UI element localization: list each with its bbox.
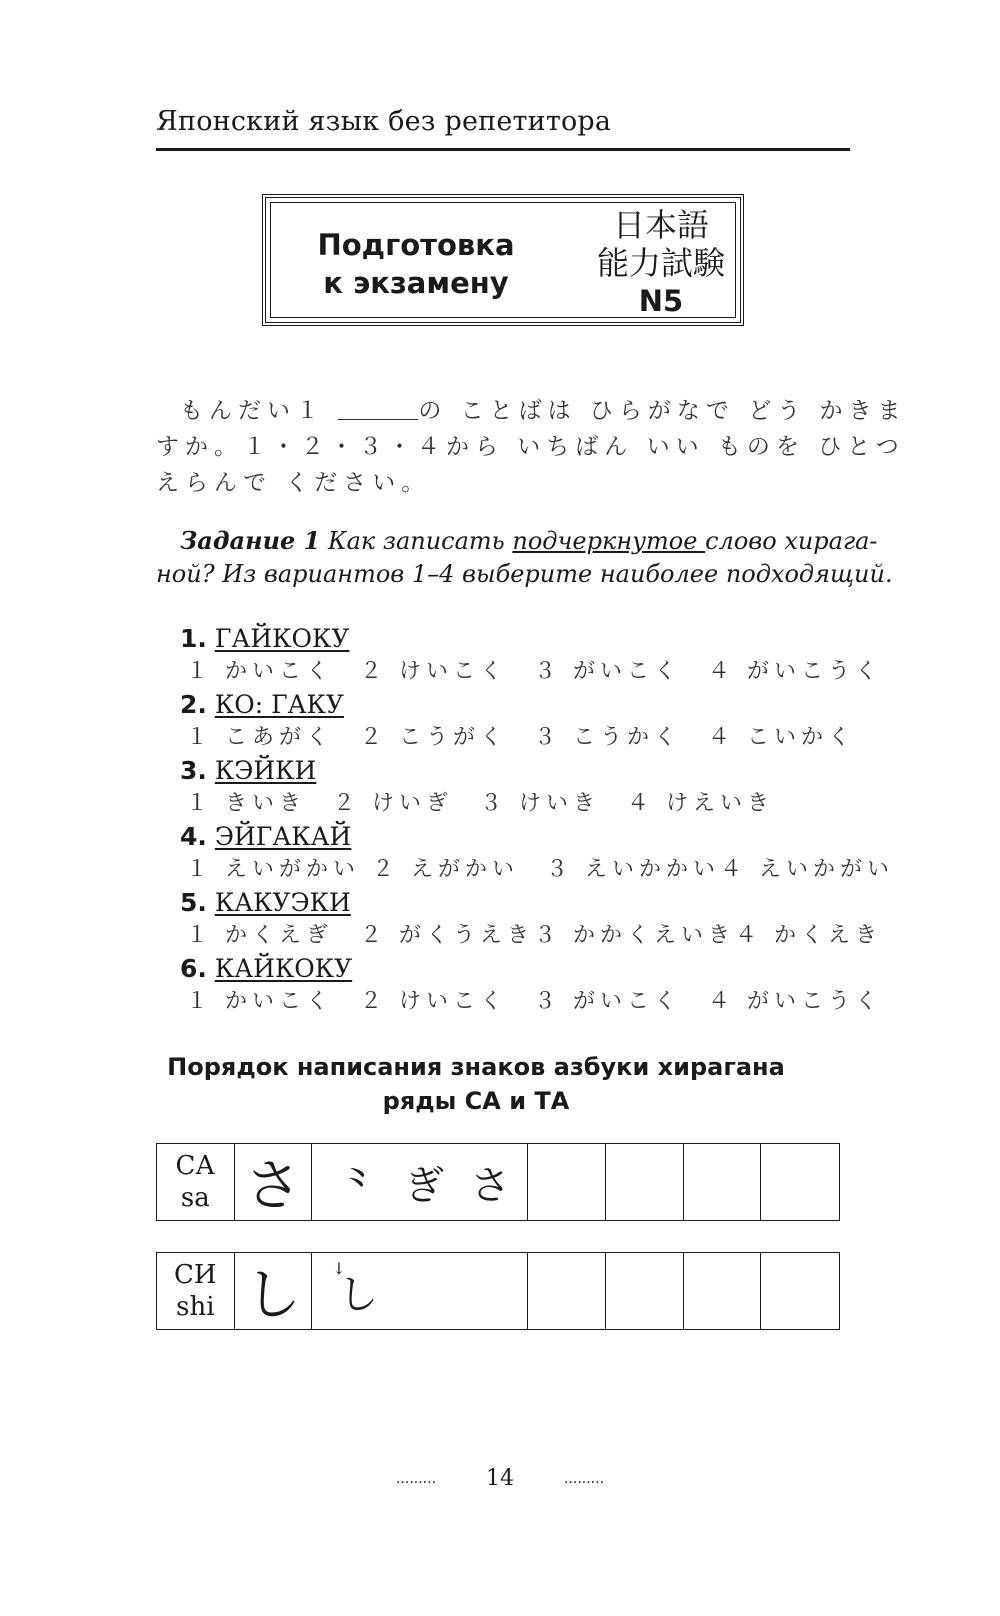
stroke-order-row-shi — [156, 1252, 840, 1330]
page-number: 14 — [486, 1466, 514, 1491]
section-title-line1: Порядок написания знаков азбуки хирагана — [167, 1053, 785, 1081]
item-number: 1. — [180, 624, 207, 653]
practice-cell[interactable] — [606, 1144, 684, 1220]
item-options: １ きいき ２ けいぎ ３ けいき ４ けえいき — [186, 791, 774, 816]
item-number: 5. — [180, 888, 207, 917]
mondai-line2: すか。１・２・３・４から いちばん いい ものを ひとつ — [156, 434, 905, 460]
task-text-a: Как записать — [320, 527, 513, 555]
item-word: КАКУЭКИ — [214, 888, 351, 917]
stroke-order-cell — [312, 1253, 528, 1329]
mondai-number: もんだい１ — [180, 398, 325, 424]
practice-cell[interactable] — [528, 1253, 606, 1329]
jlpt-label — [586, 206, 736, 320]
practice-cell[interactable] — [684, 1253, 762, 1329]
item-options: １ かいこく ２ けいこく ３ がいこく ４ がいこうく — [186, 989, 882, 1014]
kana-cyrillic: СА — [175, 1151, 216, 1181]
practice-cell[interactable] — [761, 1253, 839, 1329]
item-word: ЭЙГАКАЙ — [214, 822, 352, 851]
stroke-step — [332, 1258, 379, 1320]
section-title — [156, 1050, 796, 1118]
kana-character: さ — [244, 1154, 301, 1219]
exercise-item — [180, 952, 882, 1018]
item-options: １ かくえぎ ２ がくうえき３ かかくえいき４ かくえき — [186, 923, 882, 948]
page-footer — [0, 1466, 1000, 1491]
item-number: 3. — [180, 756, 207, 785]
kana-cyrillic: СИ — [174, 1260, 217, 1290]
jlpt-label-line2: 能力試験 — [596, 244, 725, 282]
task-number: Задание 1 — [180, 526, 321, 555]
practice-cell[interactable] — [761, 1144, 839, 1220]
exercise-items — [180, 622, 894, 1018]
item-number: 2. — [180, 690, 207, 719]
practice-cell[interactable] — [606, 1253, 684, 1329]
section-title-line2: ряды СА и ТА — [382, 1087, 570, 1115]
kana-character-cell — [235, 1253, 313, 1329]
task-text-b: слово хирага- — [705, 527, 878, 555]
task-line2: ной? Из вариантов 1–4 выберите наиболее подходящий. — [156, 560, 893, 588]
practice-cell[interactable] — [528, 1144, 606, 1220]
mondai-line3: えらんで ください。 — [156, 470, 431, 496]
stroke-step: ぎ — [404, 1162, 445, 1209]
kana-romaji: shi — [176, 1292, 215, 1322]
exam-title-line2: к экзамену — [323, 266, 509, 300]
item-options: １ えいがかい ２ えがかい ３ えいかかい４ えいかがい — [186, 857, 894, 882]
footer-dots-left: ......... — [395, 1471, 437, 1487]
jlpt-label-line1: 日本語 — [612, 206, 709, 244]
stroke-step: さ — [470, 1162, 511, 1209]
mondai-blank — [338, 393, 418, 420]
exam-prep-box — [262, 194, 744, 326]
exercise-item — [180, 688, 860, 754]
mondai-line1-rest: の ことばは ひらがなで どう かきま — [418, 398, 907, 424]
footer-dots-right: ......... — [563, 1471, 605, 1487]
item-word: ГАЙКОКУ — [214, 624, 350, 653]
item-word: КО: ГАКУ — [214, 690, 344, 719]
kana-romaji: sa — [180, 1183, 210, 1213]
stroke-step: ⺀ — [338, 1162, 379, 1209]
stroke-order-row-sa — [156, 1143, 840, 1221]
kana-label-cell — [157, 1144, 235, 1220]
kana-character-cell — [235, 1144, 313, 1220]
mondai-instructions — [156, 393, 907, 501]
stroke-order-cell — [312, 1144, 528, 1220]
exercise-item — [180, 886, 882, 952]
running-header: Японский язык без репетитора — [156, 106, 612, 137]
exercise-item — [180, 622, 882, 688]
exam-prep-title — [296, 226, 536, 302]
kana-label-cell — [157, 1253, 235, 1329]
task-instructions — [156, 524, 893, 591]
item-word: КЭЙКИ — [214, 756, 317, 785]
item-options: １ こあがく ２ こうがく ３ こうかく ４ こいかく — [186, 725, 855, 750]
stroke-glyph: し — [338, 1271, 379, 1318]
exercise-item — [180, 754, 860, 820]
kana-character: し — [244, 1263, 301, 1328]
task-underlined-word: подчеркнутое — [512, 527, 706, 555]
jlpt-level: N5 — [638, 284, 684, 318]
item-number: 4. — [180, 822, 207, 851]
exercise-item — [180, 820, 894, 886]
practice-cell[interactable] — [684, 1144, 762, 1220]
stroke-direction-arrow-icon: ↓ — [332, 1258, 346, 1278]
item-word: КАЙКОКУ — [214, 954, 353, 983]
item-options: １ かいこく ２ けいこく ３ がいこく ４ がいこうく — [186, 659, 882, 684]
item-number: 6. — [180, 954, 207, 983]
exam-title-line1: Подготовка — [317, 228, 515, 262]
header-rule — [156, 148, 850, 151]
